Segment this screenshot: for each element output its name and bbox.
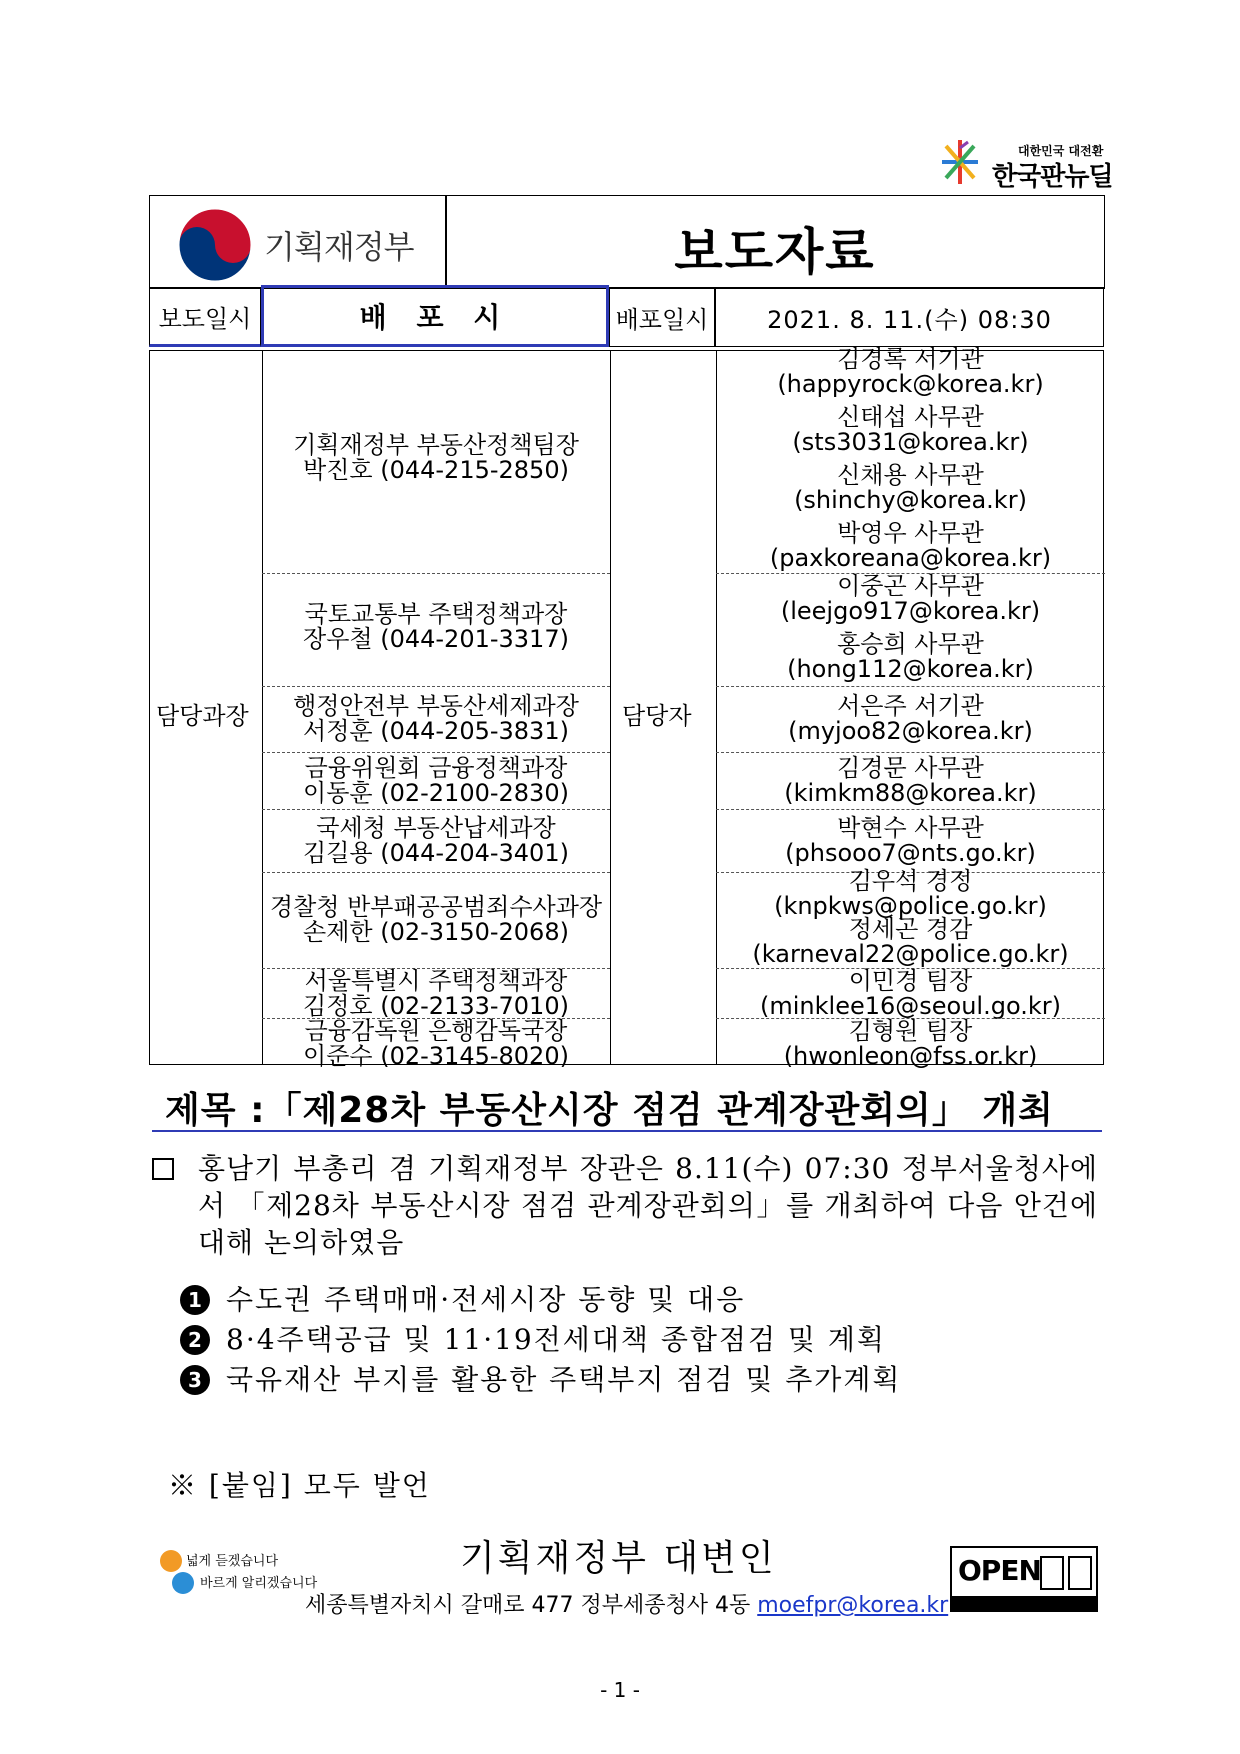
person-block: 박현수 사무관 (phsooo7@nts.go.kr) xyxy=(716,809,1105,872)
license-bar xyxy=(952,1596,1096,1610)
subject-underline xyxy=(152,1130,1102,1132)
ministry-box xyxy=(149,195,447,289)
lead-text: 홍남기 부총리 겸 기획재정부 장관은 8.11(수) 07:30 정부서울청사에서 「제28차 부동산시장 점검 관계장관회의」를 개최하여 다음 안건에 대해 논의하였음 xyxy=(198,1152,1098,1259)
commercial-use-icon xyxy=(1068,1556,1092,1590)
person-block: 이중곤 사무관 (leejgo917@korea.kr) 홍승희 사무관 (hong112@korea.kr) xyxy=(716,573,1105,686)
person-block: 김형원 팀장 (hwonleon@fss.or.kr) xyxy=(716,1018,1105,1066)
page-number: - 1 - xyxy=(600,1678,640,1702)
press-header xyxy=(149,195,1104,350)
email-link[interactable]: moefpr@korea.kr xyxy=(757,1593,949,1618)
spokesperson: 기획재정부 대변인 xyxy=(460,1538,777,1579)
korean-new-deal-logo xyxy=(938,138,1113,192)
ministry-name: 기획재정부 xyxy=(264,228,414,266)
distribution-date: 2021. 8. 11.(수) 08:30 xyxy=(715,287,1104,347)
dept-row: 서울특별시 주택정책과장 김정호 (02-2133-7010) xyxy=(262,968,610,1018)
person-block: 김경문 사무관 (kimkm88@korea.kr) xyxy=(716,752,1105,809)
dept-row: 기획재정부 부동산정책팀장 박진호 (044-215-2850) xyxy=(293,431,579,484)
document-title: 보도자료 xyxy=(674,223,876,281)
logo-small-text: 대한민국 대전환 xyxy=(1018,144,1104,158)
slogan-logo: 넓게 듣겠습니다 바르게 알리겠습니다 xyxy=(160,1546,320,1606)
title-box xyxy=(445,195,1105,289)
orange-circle-icon xyxy=(160,1550,182,1572)
number-badge-icon: 2 xyxy=(180,1325,210,1355)
person-block: 김우석 경정 (knpkws@police.go.kr) 정세곤 경감 (karneval22@police.go.kr) xyxy=(716,872,1105,968)
press-subject: 제목 :「제28차 부동산시장 점검 관계장관회의」 개최 xyxy=(165,1090,1054,1131)
person-block: 김경록 서기관 (happyrock@korea.kr) 신태섭 사무관 (sts3031@korea.kr) 신채용 사무관 (shinchy@korea.kr) 박영우 사무관 (paxkoreana@korea.kr) xyxy=(769,345,1052,572)
number-badge-icon: 1 xyxy=(180,1285,210,1315)
distribution-label: 배포일시 xyxy=(609,287,715,347)
release-value: 배 포 시 xyxy=(261,285,609,347)
attachment-note: ※ [붙임] 모두 발언 xyxy=(168,1469,431,1502)
number-badge-icon: 3 xyxy=(180,1365,210,1395)
checkbox-square-icon xyxy=(152,1158,174,1180)
dept-row: 금융감독원 은행감독국장 이준수 (02-3145-8020) xyxy=(262,1018,610,1066)
dept-row: 금융위원회 금융정책과장 이동훈 (02-2100-2830) xyxy=(262,752,610,809)
attribution-icon xyxy=(1040,1556,1064,1590)
person-block: 서은주 서기관 (myjoo82@korea.kr) xyxy=(716,686,1105,752)
release-label: 보도일시 xyxy=(149,287,261,347)
dept-row: 경찰청 반부패공공범죄수사과장 손제한 (02-3150-2068) xyxy=(262,872,610,968)
address-line: 세종특별자치시 갈매로 477 정부세종청사 4동 moefpr@korea.kr xyxy=(305,1593,949,1618)
agenda-item: 2 8·4주택공급 및 11·19전세대책 종합점검 및 계획 xyxy=(180,1318,1080,1358)
government-emblem-icon xyxy=(178,208,252,282)
agenda-item: 1 수도권 주택매매·전세시장 동향 및 대응 xyxy=(180,1278,1080,1318)
agenda-item: 3 국유재산 부지를 활용한 주택부지 점검 및 추가계획 xyxy=(180,1358,1080,1398)
dept-row: 국세청 부동산납세과장 김길용 (044-204-3401) xyxy=(262,809,610,872)
new-deal-burst-icon xyxy=(938,138,982,186)
dept-row: 국토교통부 주택정책과장 장우철 (044-201-3317) xyxy=(262,573,610,686)
dept-row: 행정안전부 부동산세제과장 서정훈 (044-205-3831) xyxy=(262,686,610,752)
contacts-table xyxy=(149,345,1104,1070)
dept-head-label: 담당과장 xyxy=(156,702,249,730)
logo-big-text: 한국판뉴딜 xyxy=(992,162,1113,192)
blue-circle-icon xyxy=(172,1572,194,1594)
person-block: 이민경 팀장 (minklee16@seoul.go.kr) xyxy=(716,968,1105,1018)
person-label: 담당자 xyxy=(622,702,692,730)
open-license-mark: OPEN xyxy=(950,1546,1098,1612)
